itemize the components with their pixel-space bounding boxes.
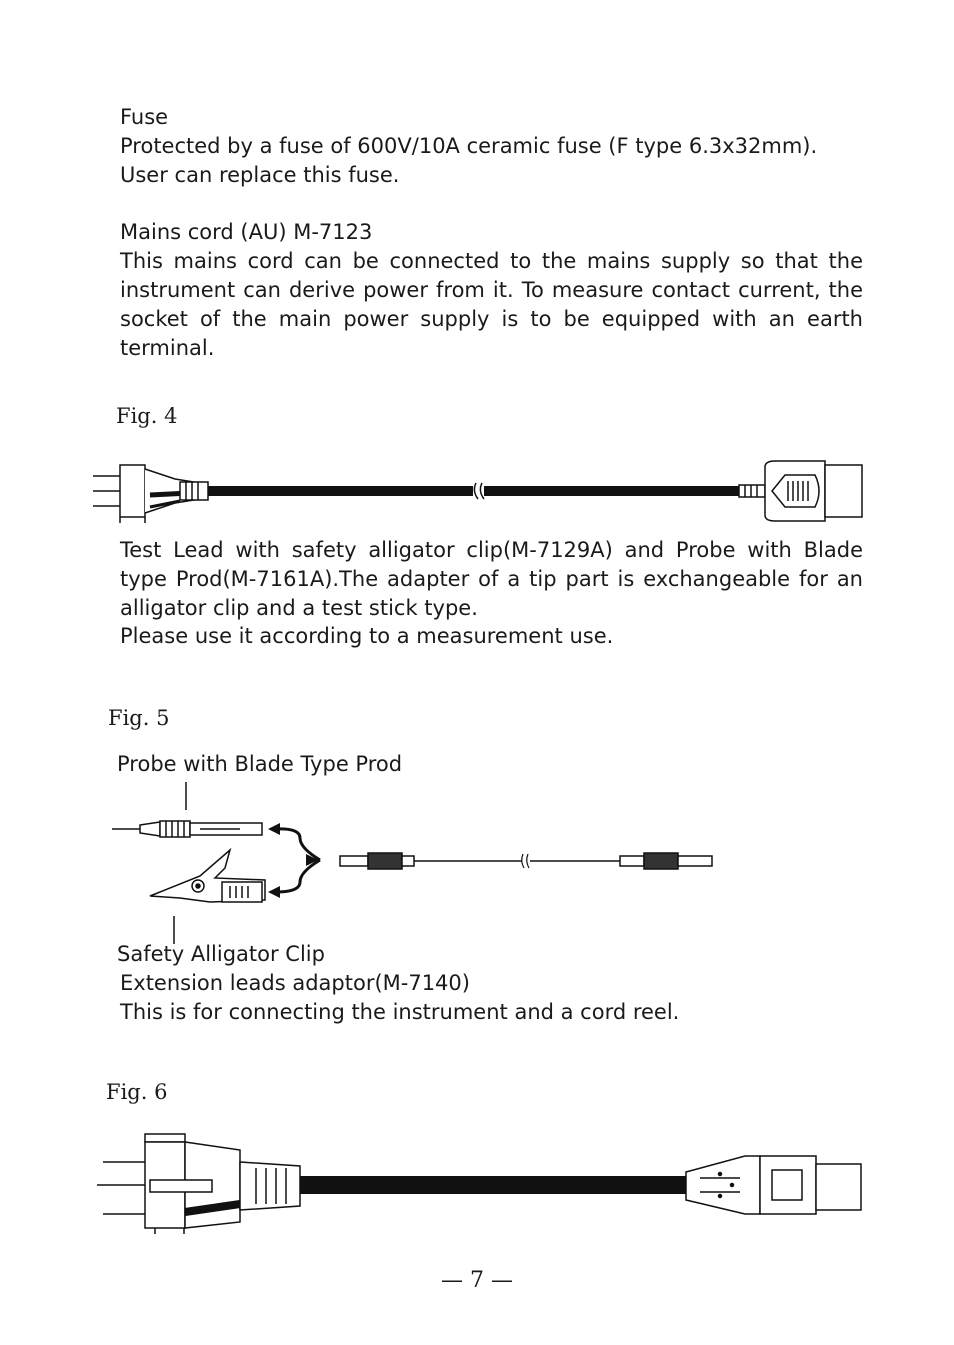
probe-label: Probe with Blade Type Prod [117,752,403,776]
fuse-description: Protected by a fuse of 600V/10A ceramic fuse (F type 6.3x32mm). [120,134,818,158]
fuse-replace-note: User can replace this fuse. [120,163,400,187]
test-lead-description: Test Lead with safety alligator clip(M-7129A) and Probe with Blade type Prod(M-7161A).The adapter of a tip part is exchangeable for an alligator clip and a test stick type. [120,538,863,620]
mains-cord-description: This mains cord can be connected to the mains supply so that the instrument can derive power from it. To measure contact current, the socket of the main power supply is to be equipped with an earth terminal. [120,249,863,360]
page-number: — 7 — [441,1268,513,1293]
fuse-heading: Fuse [120,105,169,129]
clip-label: Safety Alligator Clip [117,942,325,966]
extension-heading: Extension leads adaptor(M-7140) [120,971,470,995]
test-lead-illustration [0,778,954,948]
extension-adaptor-illustration [0,1130,954,1240]
extension-description: This is for connecting the instrument and a cord reel. [120,1000,680,1024]
fig6-caption: Fig. 6 [106,1080,168,1104]
mains-cord-illustration [0,455,954,535]
mains-cord-heading: Mains cord (AU) M-7123 [120,220,373,244]
fig4-caption: Fig. 4 [116,404,178,428]
fig5-caption: Fig. 5 [108,706,170,730]
test-lead-usage-note: Please use it according to a measurement use. [120,624,614,648]
